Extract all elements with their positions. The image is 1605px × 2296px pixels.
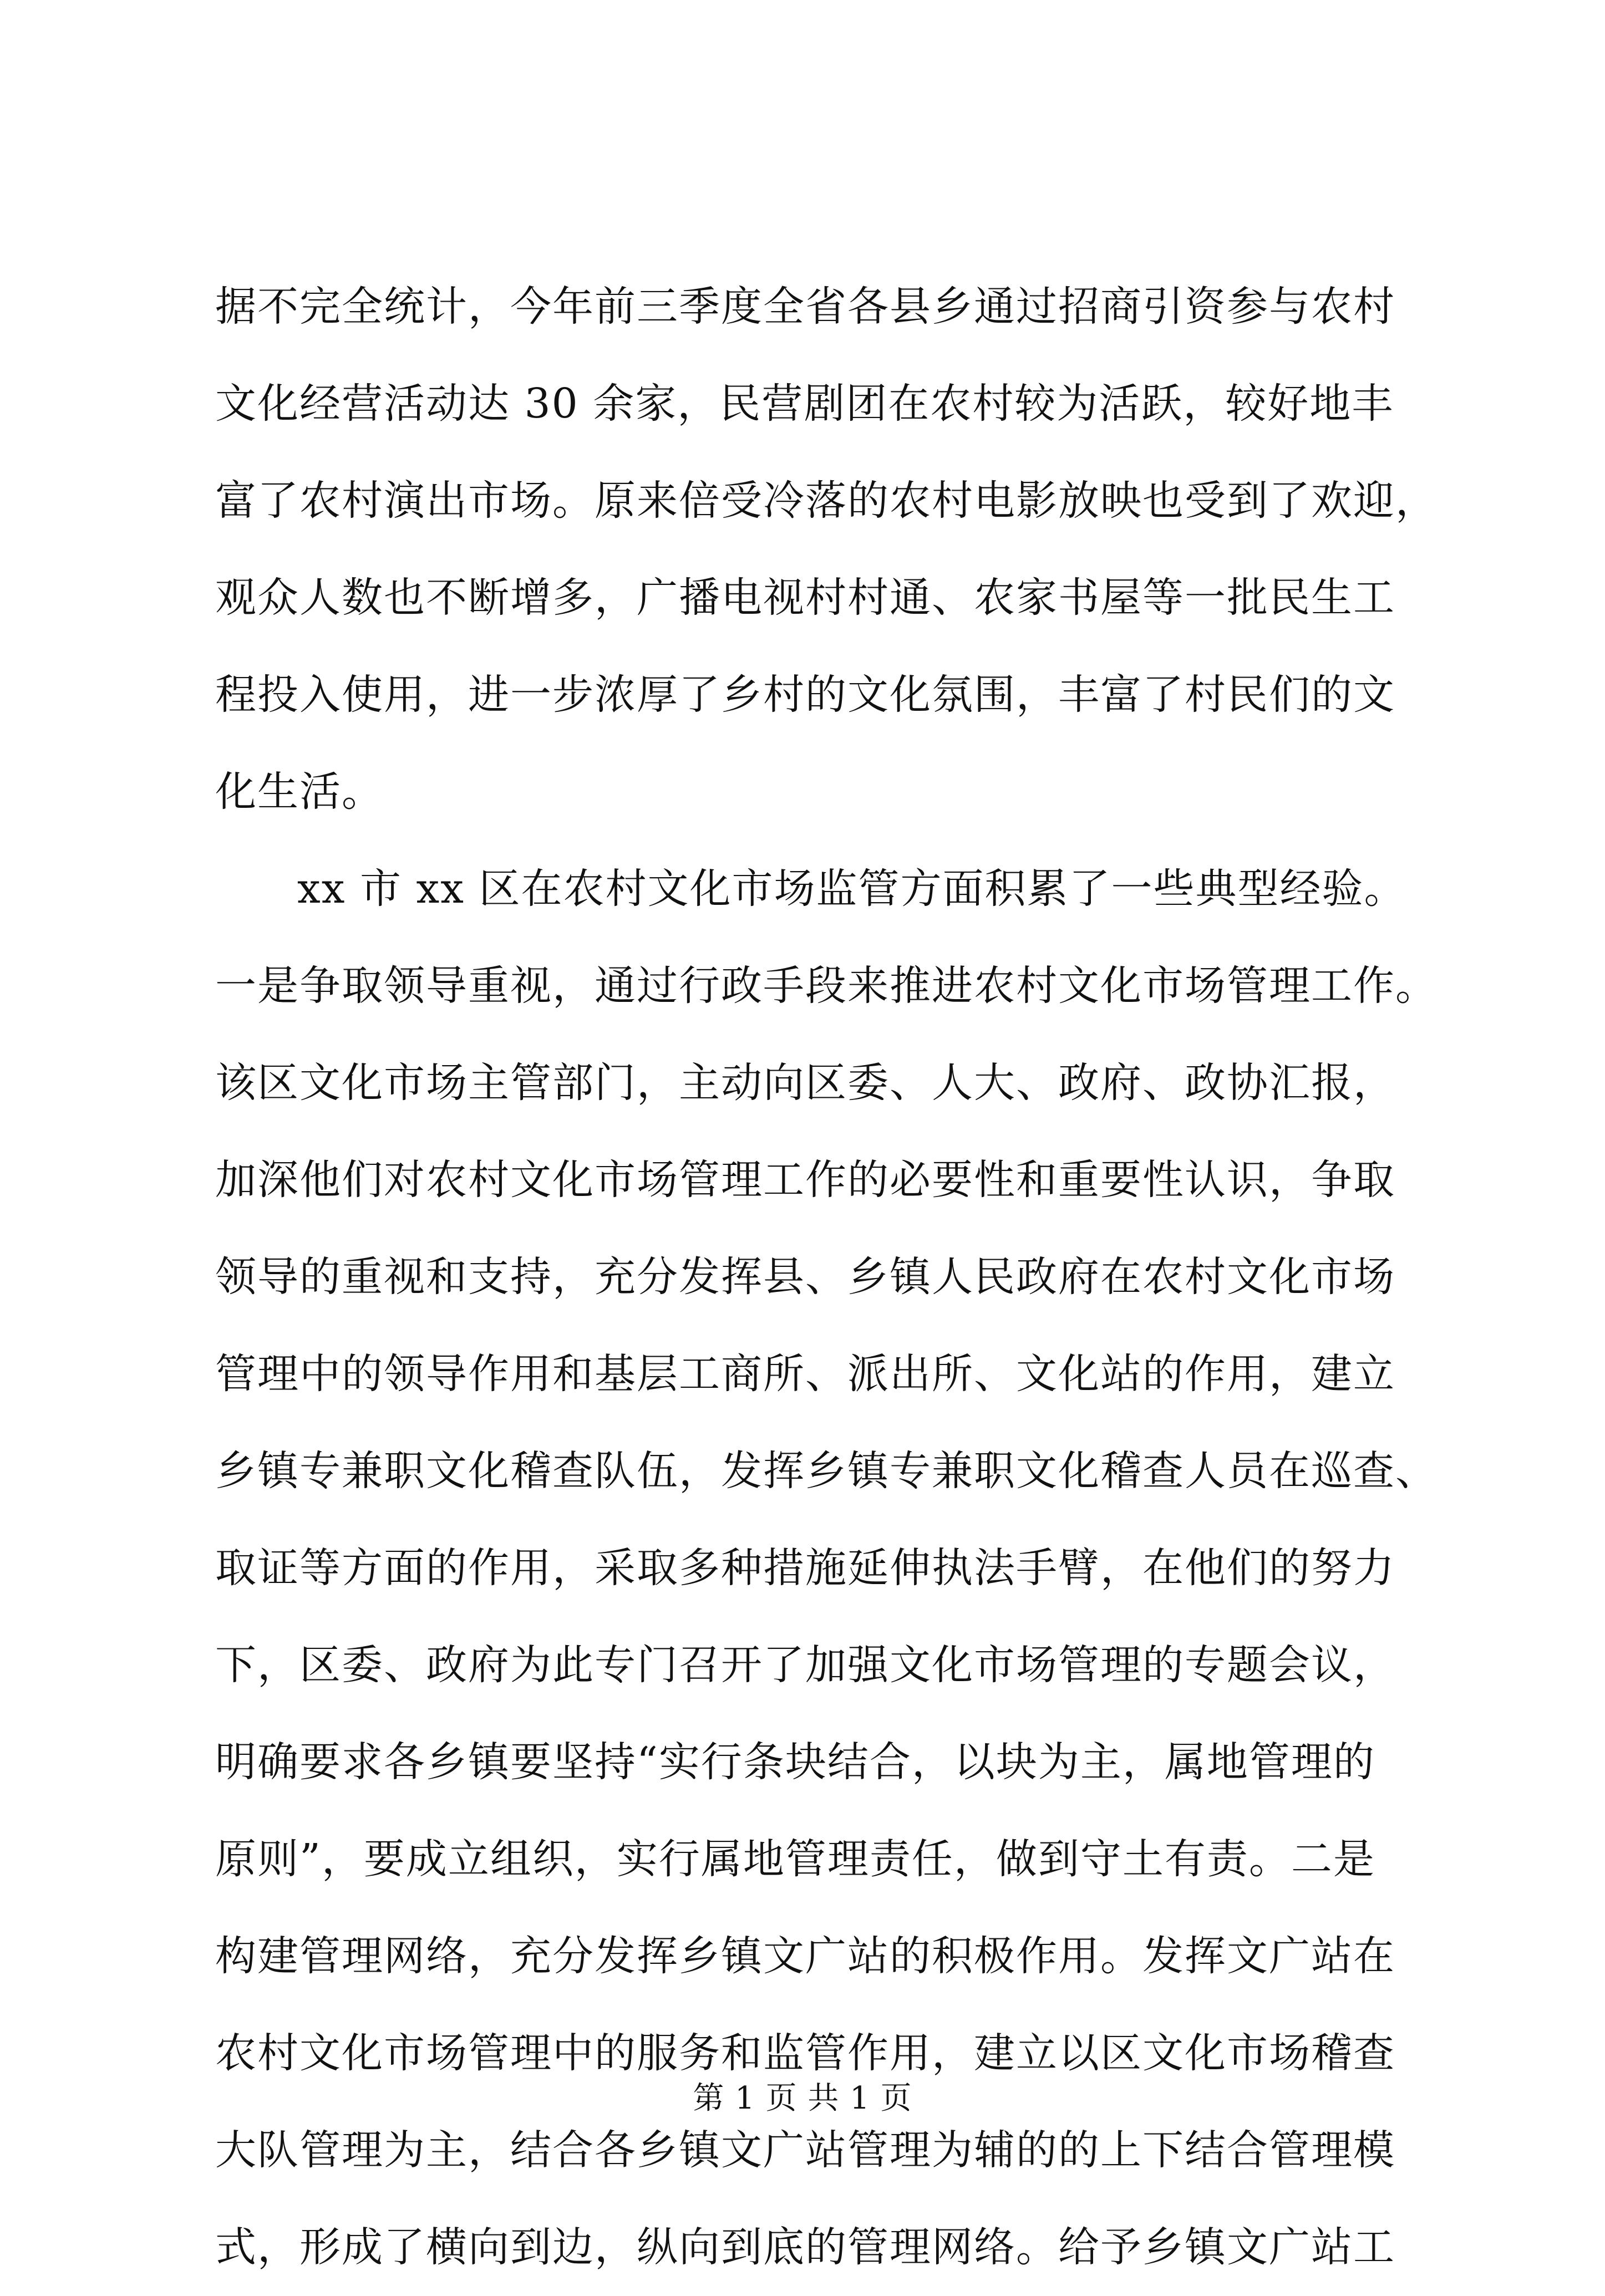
text-line: 文化经营活动达 30 余家，民营剧团在农村较为活跃，较好地丰 <box>215 380 1394 427</box>
text-line: xx 市 xx 区在农村文化市场监管方面积累了一些典型经验。 <box>297 865 1406 913</box>
page-number: 第 1 页 共 1 页 <box>693 2080 912 2116</box>
text-line: 取证等方面的作用，采取多种措施延伸执法手臂，在他们的努力 <box>215 1544 1395 1592</box>
text-line: 据不完全统计，今年前三季度全省各县乡通过招商引资参与农村 <box>215 283 1395 330</box>
text-line: 化生活。 <box>215 768 384 816</box>
text-line: 农村文化市场管理中的服务和监管作用，建立以区文化市场稽查 <box>215 2029 1395 2077</box>
text-line: 加深他们对农村文化市场管理工作的必要性和重要性认识，争取 <box>215 1156 1395 1204</box>
text-line: 富了农村演出市场。原来倍受冷落的农村电影放映也受到了欢迎， <box>215 477 1438 525</box>
text-line: 明确要求各乡镇要坚持“实行条块结合，以块为主，属地管理的 <box>215 1738 1375 1786</box>
text-line: 观众人数也不断增多，广播电视村村通、农家书屋等一批民生工 <box>215 574 1395 622</box>
text-line: 管理中的领导作用和基层工商所、派出所、文化站的作用，建立 <box>215 1350 1395 1398</box>
text-line: 程投入使用，进一步浓厚了乡村的文化氛围，丰富了村民们的文 <box>215 671 1395 719</box>
text-line: 式，形成了横向到边，纵向到底的管理网络。给予乡镇文广站工 <box>215 2223 1395 2271</box>
text-line: 构建管理网络，充分发挥乡镇文广站的积极作用。发挥文广站在 <box>215 1932 1395 1980</box>
text-line: 乡镇专兼职文化稽查队伍，发挥乡镇专兼职文化稽查人员在巡查、 <box>215 1447 1438 1495</box>
paragraph-1 <box>215 258 1438 841</box>
document-body <box>215 258 1438 2296</box>
text-line: 下，区委、政府为此专门召开了加强文化市场管理的专题会议， <box>215 1641 1395 1689</box>
page-footer <box>0 2076 1605 2121</box>
text-line: 大队管理为主，结合各乡镇文广站管理为辅的的上下结合管理模 <box>215 2126 1395 2174</box>
text-line: 该区文化市场主管部门，主动向区委、人大、政府、政协汇报， <box>215 1059 1395 1107</box>
text-line: 一是争取领导重视，通过行政手段来推进农村文化市场管理工作。 <box>215 962 1438 1010</box>
text-line: 原则”，要成立组织，实行属地管理责任，做到守土有责。二是 <box>215 1835 1375 1883</box>
text-line: 领导的重视和支持，充分发挥县、乡镇人民政府在农村文化市场 <box>215 1253 1395 1301</box>
